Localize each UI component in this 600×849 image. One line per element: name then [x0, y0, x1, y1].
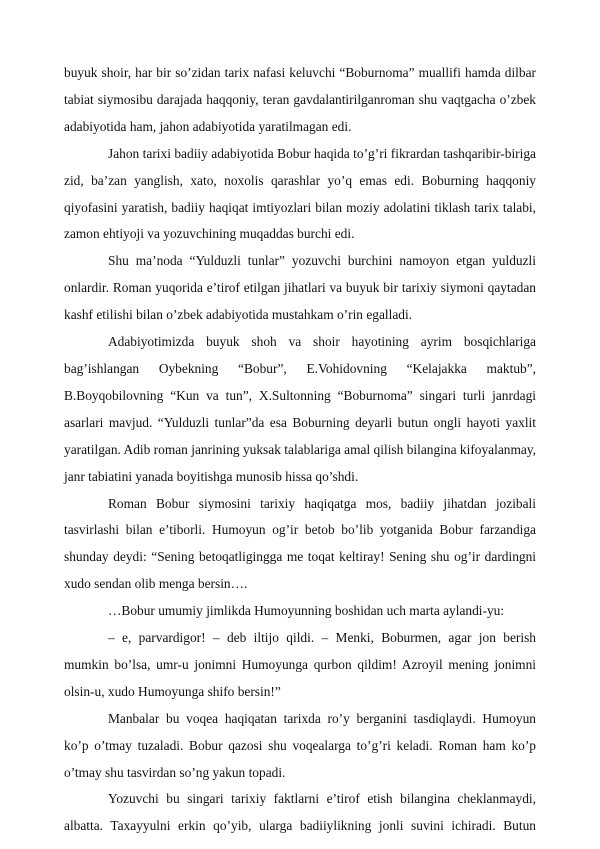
paragraph-3: Shu ma’noda “Yulduzli tunlar” yozuvchi burchini namoyon etgan yulduzli onlardir. Roman yuqorida e’tirof etilgan jihatlari va buyuk bir tarixiy siymoni qaytadan kashf etilishi bilan o’zbek adabiyotida mustahkam o’rin egalladi.: [64, 253, 536, 323]
paragraph-1: buyuk shoir, har bir so’zidan tarix nafasi keluvchi “Boburnoma” muallifi hamda dilbar tabiat siymosibu darajada haqqoniy, teran gavdalantirilganroman shu vaqtgacha o’zbek adabiyotida ham, jahon adabiyotida yaratilmagan edi.: [64, 65, 536, 134]
paragraph-7: – e, parvardigor! – deb iltijo qildi. – Menki, Boburmen, agar jon berish mumkin bo’lsa, umr-u jonimni Humoyunga qurbon qildim! Azroyil mening jonimni olsin-u, xudo Humoyunga shifo bersin!”: [64, 630, 536, 699]
paragraph-2: Jahon tarixi badiiy adabiyotida Bobur haqida to’g’ri fikrardan tashqaribir-biriga zid, ba’zan yanglish, xato, noxolis qarashlar yo’q emas edi. Boburning haqqoniy qiyofasini yaratish, badiiy haqiqat imtiyozlari bilan moziy adolatini tiklash tarix talabi, zamon ehtiyoji va yozuvchining muqaddas burchi edi.: [64, 145, 536, 242]
paragraph-5: Roman Bobur siymosini tarixiy haqiqatga mos, badiiy jihatdan jozibali tasvirlashi bilan e’tiborli. Humoyun og’ir betob bo’lib yotganida Bobur farzandiga shunday deydi: “Sening betoqatligingga me toqat keltiray! Sening shu og’ir dardingni xudo sendan olib menga bersin….: [64, 495, 536, 592]
paragraph-4: Adabiyotimizda buyuk shoh va shoir hayotining ayrim bosqichlariga bag’ishlangan Oybekning “Bobur”, E.Vohidovning “Kelajakka maktub”, B.Boyqobilovning “Kun va tun”, X.Sultonning “Boburnoma” singari turli janrdagi asarlari mavjud. “Yulduzli tunlar”da esa Boburning deyarli butun ongli hayoti yaxlit yaratilgan. Adib roman janrining yuksak talablariga amal qilish bilangina kifoyalanmay, janr tabiatini yanada boyitishga munosib hissa qo’shdi.: [64, 334, 536, 484]
paragraph-6: …Bobur umumiy jimlikda Humoyunning boshidan uch marta aylandi-yu:: [108, 603, 505, 619]
paragraph-9: Yozuvchi bu singari tarixiy faktlarni e’tirof etish bilangina cheklanmaydi, albatta. Taxayyulni erkin qo’yib, ularga badiiylikning jonli suvini ichiradi. Butun: [64, 791, 536, 834]
paragraph-8: Manbalar bu voqea haqiqatan tarixda ro’y berganini tasdiqlaydi. Humoyun ko’p o’tmay tuzaladi. Bobur qazosi shu voqealarga to’g’ri keladi. Roman ham ko’p o’tmay shu tasvirdan so’ng yakun topadi.: [64, 710, 536, 780]
